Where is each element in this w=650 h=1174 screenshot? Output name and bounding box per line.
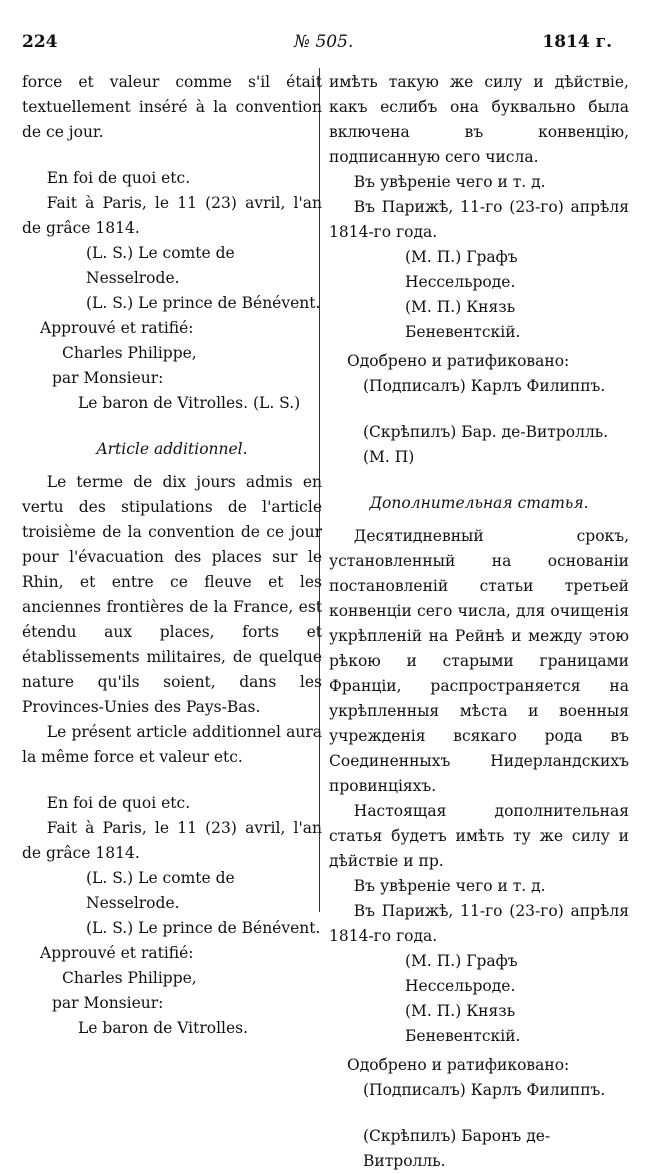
left-charles-2: Charles Philippe,: [62, 969, 197, 987]
left-paragraph-continuation: force et valeur comme s'il était textuellement inséré à la convention de ce jour.: [22, 73, 322, 141]
french-column: [22, 70, 322, 1041]
right-approuve-1: Одобрено и ратификовано:: [347, 352, 570, 370]
document-number: № 505.: [294, 32, 354, 52]
right-signature-benevent-2: (М. П.) Князь Беневентскій.: [405, 1002, 521, 1045]
right-article-force: Настоящая дополнительная статья будетъ имѣть ту же силу и дѣйствіе и пр.: [329, 802, 629, 870]
left-article-paragraph: Le terme de dix jours admis en vertu des stipulations de l'article troisième de la convention de ce jour pour l'évacuation des places sur le Rhin, et entre ce fleuve et les anciennes frontières de la France, est étendu aux places, forts et établissements militaires, de quelque nature qu'ils soient, dans les Provinces-Unies des Pays-Bas.: [22, 473, 322, 716]
right-fait-1: Въ Парижѣ, 11-го (23-го) апрѣля 1814-го года.: [329, 198, 629, 241]
right-signature-nesselrode-1: (М. П.) Графъ Нессельроде.: [405, 248, 518, 291]
right-signature-nesselrode-2: (М. П.) Графъ Нессельроде.: [405, 952, 518, 995]
right-article-title: Дополнительная статья.: [369, 494, 589, 512]
left-approuve-2: Approuvé et ratifié:: [40, 944, 194, 962]
header-year: 1814 г.: [542, 32, 612, 52]
left-baron-1: Le baron de Vitrolles. (L. S.): [78, 394, 301, 412]
left-monsieur-2: par Monsieur:: [52, 994, 164, 1012]
left-foi-2: En foi de quoi etc.: [46, 794, 191, 812]
left-monsieur-1: par Monsieur:: [52, 369, 164, 387]
left-article-force: Le présent article additionnel aura la même force et valeur etc.: [22, 723, 322, 766]
page-header: [22, 32, 612, 60]
right-article-paragraph: Десятидневный срокъ, установленный на основаніи постановленій статьи третьей конвенціи сего числа, для очищенія укрѣпленій на Рейнѣ и между этою рѣкою и старыми границами Франціи, распространяется на укрѣпленныя мѣста и военныя учрежденія всякаго рода въ Соединенныхъ Нидерландскихъ провинціяхъ.: [329, 527, 629, 795]
left-article-title: Article additionnel.: [96, 440, 248, 458]
right-charles-2: (Подписалъ) Карлъ Филиппъ.: [363, 1081, 606, 1099]
left-approuve-1: Approuvé et ratifié:: [40, 319, 194, 337]
right-baron-1: (Скрѣпилъ) Бар. де-Витролль. (М. П): [363, 423, 609, 466]
russian-column: [329, 70, 629, 1174]
left-charles-1: Charles Philippe,: [62, 344, 197, 362]
right-paragraph-continuation: имѣть такую же силу и дѣйствіе, какъ еслибъ она буквально была включена въ конвенцію, подписанную сего числа.: [329, 73, 629, 166]
right-foi-1: Въ увѣреніе чего и т. д.: [353, 173, 546, 191]
right-foi-2: Въ увѣреніе чего и т. д.: [353, 877, 546, 895]
right-baron-2: (Скрѣпилъ) Баронъ де-Витролль.: [363, 1127, 551, 1170]
right-signature-benevent-1: (М. П.) Князь Беневентскій.: [405, 298, 521, 341]
left-fait-1: Fait à Paris, le 11 (23) avril, l'an de grâce 1814.: [22, 194, 322, 237]
left-fait-2: Fait à Paris, le 11 (23) avril, l'an de grâce 1814.: [22, 819, 322, 862]
left-signature-nesselrode-1: (L. S.) Le comte de Nesselrode.: [86, 244, 235, 287]
right-fait-2: Въ Парижѣ, 11-го (23-го) апрѣля 1814-го года.: [329, 902, 629, 945]
right-charles-1: (Подписалъ) Карлъ Филиппъ.: [363, 377, 606, 395]
left-signature-benevent-1: (L. S.) Le prince de Bénévent.: [86, 294, 321, 312]
right-approuve-2: Одобрено и ратификовано:: [347, 1056, 570, 1074]
left-baron-2: Le baron de Vitrolles.: [78, 1019, 249, 1037]
page-number: 224: [22, 32, 58, 52]
left-signature-benevent-2: (L. S.) Le prince de Bénévent.: [86, 919, 321, 937]
left-foi-1: En foi de quoi etc.: [46, 169, 191, 187]
left-signature-nesselrode-2: (L. S.) Le comte de Nesselrode.: [86, 869, 235, 912]
